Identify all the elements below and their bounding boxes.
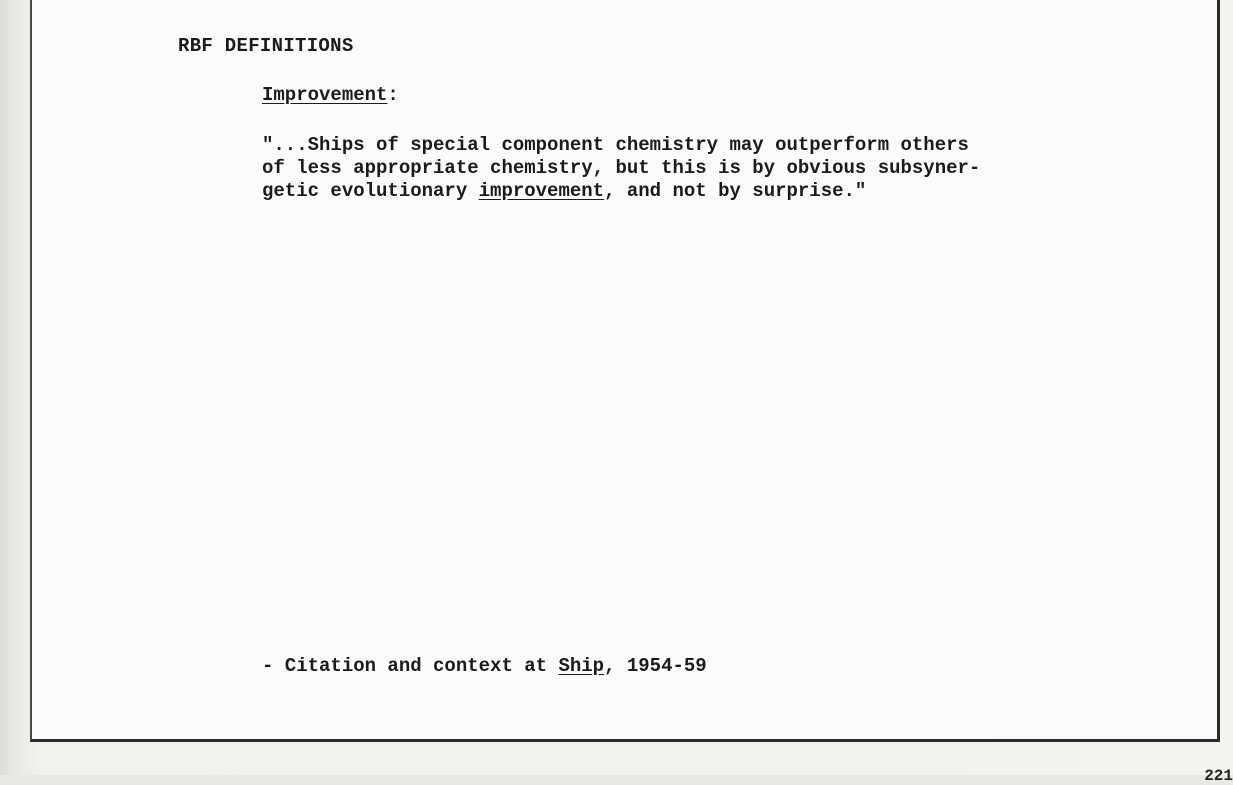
citation-prefix: - Citation and context at bbox=[262, 655, 559, 677]
definition-quote bbox=[262, 134, 980, 203]
page-number: 221 bbox=[1204, 767, 1233, 785]
citation-link: Ship bbox=[558, 655, 605, 677]
quote-line-1: "...Ships of special component chemistry may outperform others bbox=[262, 134, 969, 156]
card-heading: RBF DEFINITIONS bbox=[178, 35, 354, 57]
quote-line-3-start: getic evolutionary bbox=[262, 180, 479, 202]
definition-card bbox=[30, 0, 1220, 742]
citation bbox=[262, 655, 707, 677]
quote-emphasis: improvement bbox=[478, 180, 605, 202]
term-label bbox=[262, 84, 399, 106]
quote-line-3-end: , and not by surprise." bbox=[604, 180, 867, 202]
quote-line-2: of less appropriate chemistry, but this is by obvious subsyner- bbox=[262, 157, 981, 179]
citation-suffix: , 1954-59 bbox=[604, 655, 707, 677]
term-colon: : bbox=[387, 84, 399, 106]
term-name: Improvement bbox=[262, 84, 388, 106]
